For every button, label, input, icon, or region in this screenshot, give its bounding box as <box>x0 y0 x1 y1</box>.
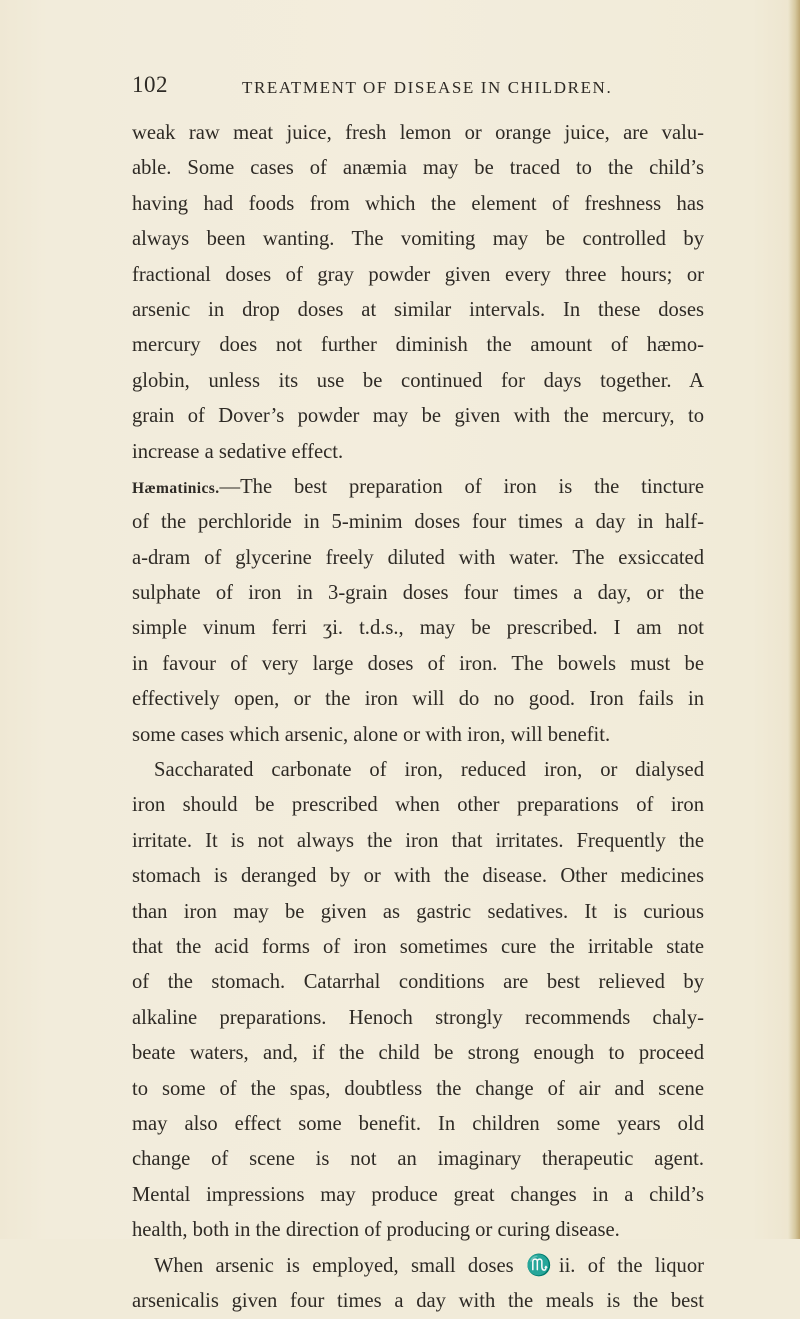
text-line: of the stomach. Catarrhal conditions are best relieved by <box>132 971 704 994</box>
text-line: a-dram of glycerine freely diluted with water. The exsiccated <box>132 546 704 569</box>
text-line: beate waters, and, if the child be strong enough to proceed <box>132 1042 704 1065</box>
text-line: change of scene is not an imaginary therapeutic agent. <box>132 1148 704 1171</box>
text-line: arsenic in drop doses at similar intervals. In these doses <box>132 298 704 321</box>
text-line: in favour of very large doses of iron. The bowels must be <box>132 652 704 675</box>
text-line: always been wanting. The vomiting may be controlled by <box>132 228 704 251</box>
running-head: TREATMENT OF DISEASE IN CHILDREN. <box>242 78 613 97</box>
text-line: globin, unless its use be continued for days together. A <box>132 369 704 392</box>
text-line: When arsenic is employed, small doses ♏ii. of the liquor <box>154 1254 704 1277</box>
page-edge-shadow <box>788 0 800 1239</box>
text-line: Mental impressions may produce great changes in a child’s <box>132 1183 704 1206</box>
text-line: may also effect some benefit. In children some years old <box>132 1112 704 1135</box>
text-line: that the acid forms of iron sometimes cure the irritable state <box>132 935 704 958</box>
text-line: increase a sedative effect. <box>132 440 344 463</box>
text-line: fractional doses of gray powder given every three hours; or <box>132 263 704 286</box>
text-line: iron should be prescribed when other preparations of iron <box>132 794 704 817</box>
text-line: simple vinum ferri ʒi. t.d.s., may be prescribed. I am not <box>132 617 704 640</box>
text-line: Saccharated carbonate of iron, reduced iron, or dialysed <box>154 759 704 782</box>
body-text <box>132 116 704 1319</box>
page-number: 102 <box>132 72 168 97</box>
section-heading: Hæmatinics. <box>132 479 220 497</box>
section-line-text: —The best preparation of iron is the tincture <box>219 475 704 498</box>
section-first-line <box>132 470 704 505</box>
text-line: sulphate of iron in 3-grain doses four times a day, or the <box>132 582 704 605</box>
text-line: weak raw meat juice, fresh lemon or orange juice, are valu- <box>132 122 704 144</box>
page-header <box>132 72 632 106</box>
text-line: effectively open, or the iron will do no good. Iron fails in <box>132 688 704 711</box>
text-line: able. Some cases of anæmia may be traced to the child’s <box>132 157 704 180</box>
text-line: of the perchloride in 5-minim doses four times a day in half- <box>132 511 704 534</box>
text-line: arsenicalis given four times a day with the meals is the best <box>132 1289 704 1312</box>
text-line: health, both in the direction of producing or curing disease. <box>132 1219 620 1242</box>
text-line: having had foods from which the element of freshness has <box>132 192 704 215</box>
text-line: stomach is deranged by or with the disease. Other medicines <box>132 865 704 888</box>
text-line: grain of Dover’s powder may be given with the mercury, to <box>132 405 704 428</box>
text-line: alkaline preparations. Henoch strongly recommends chaly- <box>132 1006 704 1029</box>
text-line: than iron may be given as gastric sedatives. It is curious <box>132 900 704 923</box>
text-line: to some of the spas, doubtless the change of air and scene <box>132 1077 704 1100</box>
text-line: mercury does not further diminish the amount of hæmo- <box>132 334 704 357</box>
text-line: some cases which arsenic, alone or with iron, will benefit. <box>132 723 611 746</box>
text-line: irritate. It is not always the iron that irritates. Frequently the <box>132 829 704 852</box>
